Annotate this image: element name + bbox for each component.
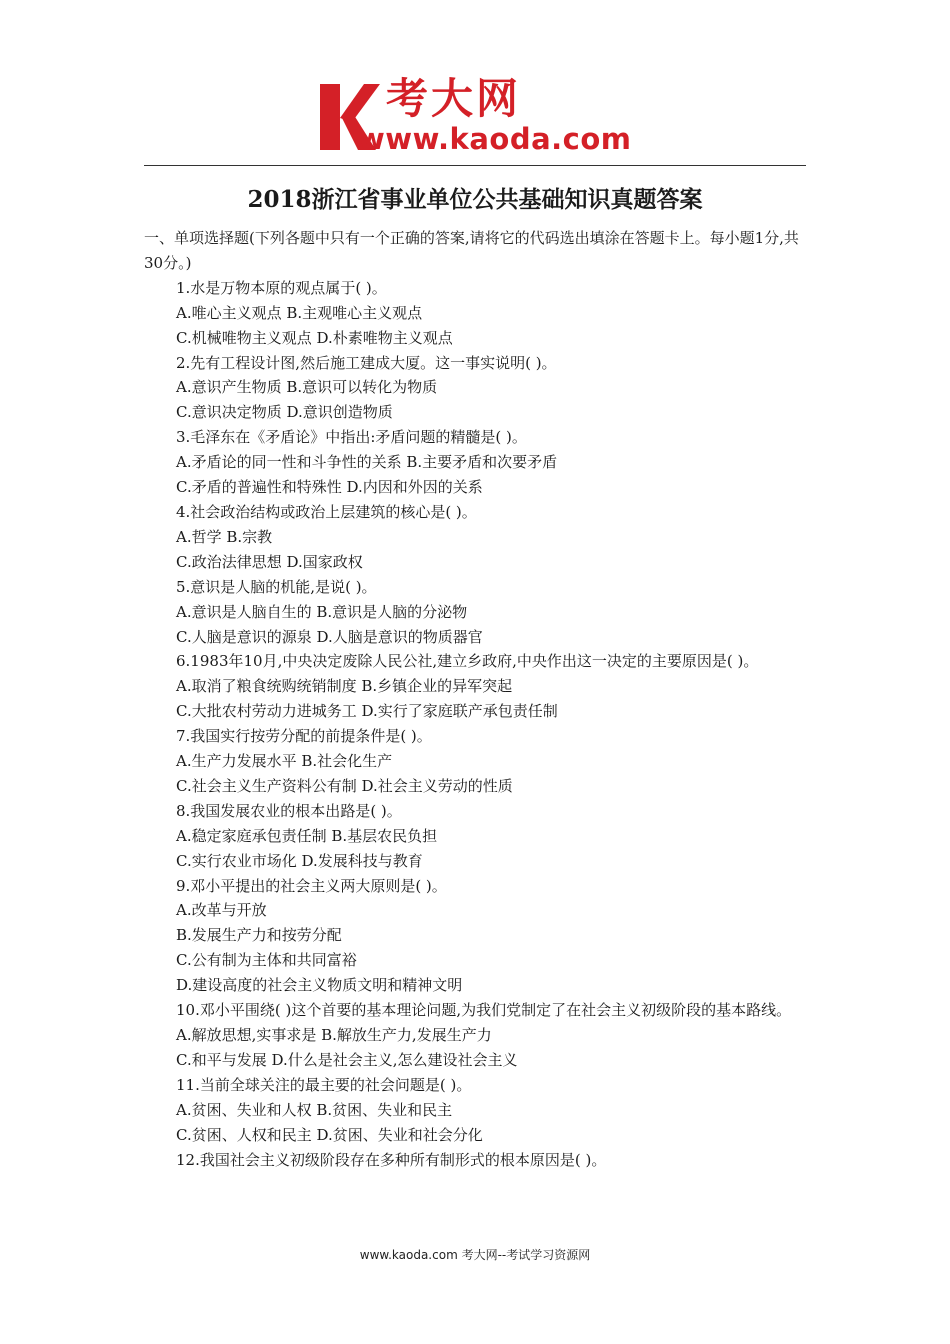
option-line: C.社会主义生产资料公有制 D.社会主义劳动的性质	[176, 776, 513, 795]
page-title: 2018浙江省事业单位公共基础知识真题答案	[247, 186, 703, 213]
option-line: A.贫困、失业和人权 B.贫困、失业和民主	[176, 1100, 453, 1119]
brand-url: www.kaoda.com	[358, 122, 632, 156]
question-line: 2.先有工程设计图,然后施工建成大厦。这一事实说明( )。	[176, 353, 557, 372]
question-line: 11.当前全球关注的最主要的社会问题是( )。	[176, 1075, 472, 1094]
option-line: D.建设高度的社会主义物质文明和精神文明	[176, 976, 463, 995]
page-footer: www.kaoda.com 考大网--考试学习资源网	[359, 1248, 591, 1262]
brand-name: 考大网	[386, 74, 522, 123]
header-divider	[144, 165, 806, 166]
option-line: A.意识产生物质 B.意识可以转化为物质	[176, 378, 438, 397]
question-line: 8.我国发展农业的根本出路是( )。	[176, 801, 402, 820]
question-line: 7.我国实行按劳分配的前提条件是( )。	[176, 727, 432, 746]
site-logo[interactable]	[318, 74, 638, 160]
option-line: C.和平与发展 D.什么是社会主义,怎么建设社会主义	[176, 1050, 518, 1069]
option-line: C.意识决定物质 D.意识创造物质	[176, 403, 393, 422]
option-line: A.解放思想,实事求是 B.解放生产力,发展生产力	[176, 1026, 492, 1044]
section-intro: 一、单项选择题(下列各题中只有一个正确的答案,请将它的代码选出填涂在答题卡上。每小题1分,共30分。)	[144, 229, 799, 272]
option-line: C.人脑是意识的源泉 D.人脑是意识的物质器官	[176, 627, 483, 646]
question-line: 4.社会政治结构或政治上层建筑的核心是( )。	[176, 502, 477, 521]
question-line: 1.水是万物本原的观点属于( )。	[176, 278, 387, 297]
option-line: C.矛盾的普遍性和特殊性 D.内因和外因的关系	[176, 478, 483, 497]
option-line: B.发展生产力和按劳分配	[176, 926, 342, 945]
question-line: 3.毛泽东在《矛盾论》中指出:矛盾问题的精髓是( )。	[176, 428, 527, 447]
question-line: 12.我国社会主义初级阶段存在多种所有制形式的根本原因是( )。	[176, 1150, 607, 1169]
option-line: A.意识是人脑自生的 B.意识是人脑的分泌物	[176, 602, 468, 621]
option-line: A.生产力发展水平 B.社会化生产	[176, 752, 393, 771]
option-line: A.改革与开放	[176, 901, 267, 920]
option-line: C.贫困、人权和民主 D.贫困、失业和社会分化	[176, 1125, 483, 1144]
question-line: 6.1983年10月,中央决定废除人民公社,建立乡政府,中央作出这一决定的主要原因是( )。	[176, 652, 759, 671]
option-line: C.机械唯物主义观点 D.朴素唯物主义观点	[176, 328, 453, 347]
option-line: A.取消了粮食统购统销制度 B.乡镇企业的异军突起	[176, 677, 513, 696]
option-line: A.矛盾论的同一性和斗争性的关系 B.主要矛盾和次要矛盾	[176, 453, 558, 472]
option-line: A.稳定家庭承包责任制 B.基层农民负担	[176, 826, 438, 845]
document-body	[144, 226, 806, 1172]
question-line: 9.邓小平提出的社会主义两大原则是( )。	[176, 876, 447, 895]
option-line: C.实行农业市场化 D.发展科技与教育	[176, 851, 423, 870]
option-line: A.唯心主义观点 B.主观唯心主义观点	[176, 303, 423, 322]
option-line: C.公有制为主体和共同富裕	[176, 951, 357, 970]
question-line: 10.邓小平围绕( )这个首要的基本理论问题,为我们党制定了在社会主义初级阶段的基本路线。	[176, 1001, 792, 1020]
option-line: C.大批农村劳动力进城务工 D.实行了家庭联产承包责任制	[176, 702, 558, 721]
option-line: A.哲学 B.宗教	[176, 527, 273, 546]
option-line: C.政治法律思想 D.国家政权	[176, 552, 363, 571]
question-line: 5.意识是人脑的机能,是说( )。	[176, 577, 377, 596]
